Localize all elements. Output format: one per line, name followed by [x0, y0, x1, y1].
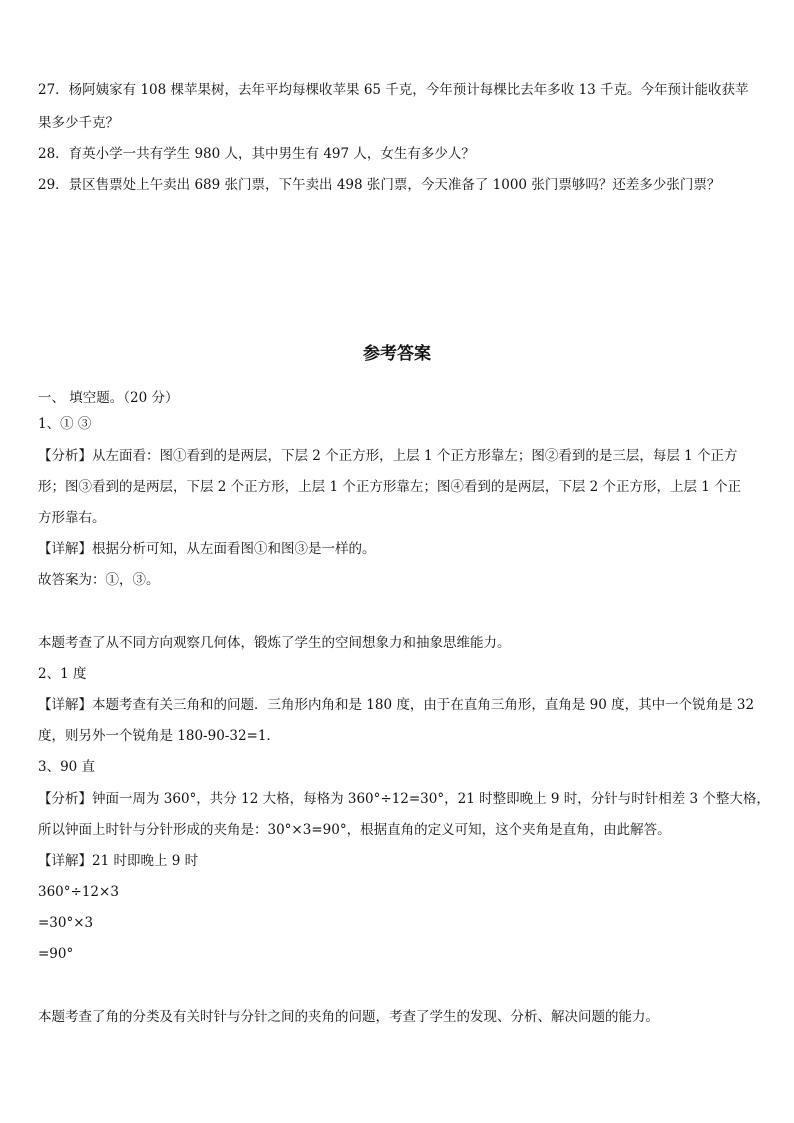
- answer-1-detail: 【详解】根据分析可知，从左面看图①和图③是一样的。: [38, 541, 376, 557]
- answer-3-detail: 【详解】21 时即晚上 9 时: [38, 853, 199, 869]
- question-27-line-1: 27．杨阿姨家有 108 棵苹果树，去年平均每棵收苹果 65 千克，今年预计每棵比去年多收 13 千克。今年预计能收获苹: [38, 82, 749, 98]
- answer-2-head: 2、1 度: [38, 666, 87, 682]
- answer-3-calc-3: =90°: [38, 946, 74, 962]
- answer-3-analysis-line-2: 所以钟面上时针与分针形成的夹角是：30°×3=90°，根据直角的定义可知，这个夹角是直角，由此解答。: [38, 822, 671, 838]
- question-27-line-2: 果多少千克？: [38, 115, 119, 131]
- answer-2-detail-line-2: 度，则另外一个锐角是 180-90-32=1．: [38, 728, 280, 744]
- answer-3-calc-2: =30°×3: [38, 915, 94, 931]
- answer-1-analysis-line-3: 方形靠右。: [38, 510, 106, 526]
- question-29: 29．景区售票处上午卖出 689 张门票，下午卖出 498 张门票，今天准备了 1000 张门票够吗？还差多少张门票？: [38, 177, 721, 193]
- answer-1-final: 故答案为：①，③。: [38, 572, 160, 588]
- answer-1-analysis-line-2: 形；图③看到的是两层，下层 2 个正方形，上层 1 个正方形靠左；图④看到的是两层，下层 2 个正方形，上层 1 个正: [38, 479, 742, 495]
- answer-3-analysis-line-1: 【分析】钟面一周为 360°，共分 12 大格，每格为 360°÷12=30°，21 时整即晚上 9 时，分针与时针相差 3 个整大格，: [38, 791, 770, 807]
- answers-title: 参考答案: [363, 344, 431, 364]
- answer-1-summary: 本题考查了从不同方向观察几何体，锻炼了学生的空间想象力和抽象思维能力。: [38, 635, 511, 651]
- answer-1-analysis-line-1: 【分析】从左面看：图①看到的是两层，下层 2 个正方形，上层 1 个正方形靠左；图②看到的是三层，每层 1 个正方: [38, 448, 738, 464]
- answer-3-head: 3、90 直: [38, 759, 96, 775]
- section-heading: 一、 填空题。（20 分）: [38, 390, 179, 406]
- answer-2-detail-line-1: 【详解】本题考查有关三角和的问题．三角形内角和是 180 度，由于在直角三角形，直角是 90 度，其中一个锐角是 32: [38, 697, 755, 713]
- answer-3-calc-1: 360°÷12×3: [38, 884, 119, 900]
- question-28: 28．育英小学一共有学生 980 人，其中男生有 497 人，女生有多少人？: [38, 146, 475, 162]
- answer-3-summary: 本题考查了角的分类及有关时针与分针之间的夹角的问题，考查了学生的发现、分析、解决问题的能力。: [38, 1009, 659, 1025]
- answer-1-head: 1、① ③: [38, 416, 92, 432]
